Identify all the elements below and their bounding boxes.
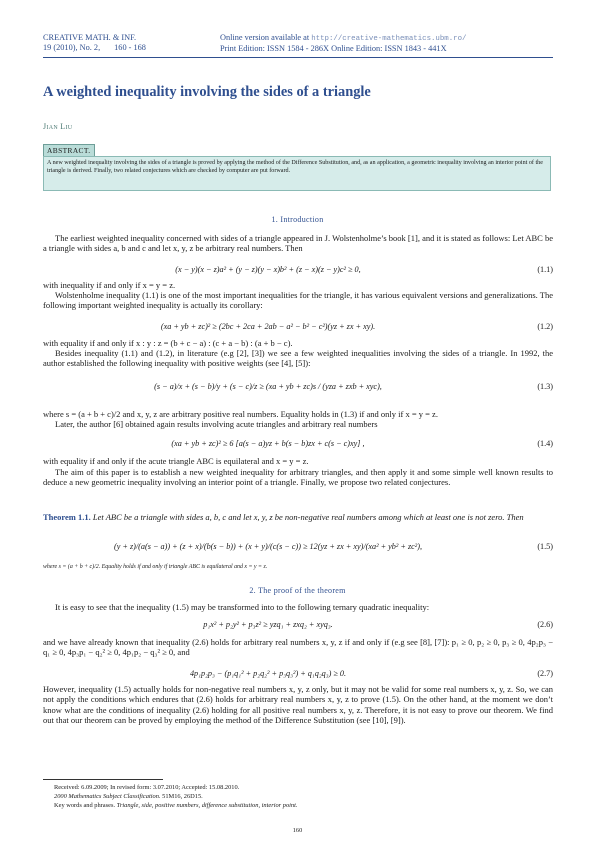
paper-author: Jian Liu [43,122,73,131]
abstract-label: ABSTRACT. [43,144,95,157]
header-rule [43,57,553,58]
paragraph-10: It is easy to see that the inequality (1.5) may be transformed into to the following ternary quadratic inequality: [55,602,430,612]
theorem-note: where s = (a + b + c)/2. Equality holds if and only if triangle ABC is equilateral and x = y = z. [43,564,268,570]
abstract-text: A new weighted inequality involving the sides of a triangle is proved by applying the method of the Difference Substitution, and, as an application, a geometric inequality involving an interior point of the triangle is derived. Finally, two related conjectures which are checked by computer are put forward. [43,156,551,191]
footnote-keywords [54,802,298,811]
paragraph-5: Besides inequality (1.1) and (1.2), in literature (e.g [2], [3]) we see a few weighted inequalities involving the sides of a triangle. In 1992, the author established the following inequality with positive weights (see [4], [5]): [43,348,553,369]
theorem-statement: Let ABC be a triangle with sides a, b, c and let x, y, z be non-negative real numbers among which at least one is not zero. Then [92,512,524,522]
journal-name: CREATIVE MATH. & INF. [43,33,137,42]
equation-number: (1.4) [537,439,553,448]
journal-volume: 19 (2010), No. 2, [43,43,101,52]
journal-pages: 160 - 168 [114,43,146,52]
edition-header [220,33,466,54]
paragraph-7: Later, the author [6] obtained again results involving acute triangles and arbitrary real numbers [55,419,378,429]
equation-number: (2.7) [537,669,553,678]
equation-body: p₁x² + p₂y² + p₃z² ≥ yzq₁ + zxq₂ + xyq₃. [203,620,333,629]
footnote-rule [43,779,163,780]
paragraph-9: The aim of this paper is to establish a new weighted inequality for arbitrary triangles, and then apply it and some simple well known results to deduce a new geometric inequality involving an interior point of a triangle. Finally, we propose two related conjectures. [43,467,553,488]
msc-codes: 51M16, 26D15. [162,793,203,800]
equation-body: 4p₁p₂p₃ − (p₁q₁² + p₂q₂² + p₃q₃²) + q₁q₂q₃) ≥ 0. [189,669,347,678]
paragraph-2: with inequality if and only if x = y = z. [43,280,176,290]
paragraph-12: However, inequality (1.5) actually holds for non-negative real numbers x, y, z only, but it may not be valid for some real numbers x, y, z. So, we can not apply the conditions which endures that (2.6) holds for arbitrary real numbers x, y, z to prove (1.5). On the other hand, at the moment we don’t know what are the conditions of inequality (2.6) holding for all positive real numbers x, y, z. Therefore, it is not easy to prove our theorem. We find out that our theorem can be proved by employing the method of the Difference Substitution (see [10], [9]). [43,684,553,726]
msc-label: 2000 Mathematics Subject Classification. [54,793,161,800]
equation-number: (1.1) [537,265,553,274]
print-edition: Print Edition: ISSN 1584 - 286X Online Edition: ISSN 1843 - 441X [220,44,447,53]
equation-body: (s − a)/x + (s − b)/y + (s − c)/z ≥ (xa + yb + zc)s / (yza + zxb + xyc), [154,382,382,391]
section-heading-proof: 2. The proof of the theorem [249,586,346,595]
paragraph-11: and we have already known that inequality (2.6) holds for arbitrary real numbers x, y, z if and only if (e.g see [8], [7]): p₁ ≥ 0, p₂ ≥ 0, p₃ ≥ 0, 4p₂p₃ − q₁ ≥ 0, 4p₃p₁ − q₂² ≥ 0, 4p₁p₂ − q₃² ≥ 0, and [43,637,553,658]
equation-body: (x − y)(x − z)a² + (y − z)(y − x)b² + (z − x)(z − y)c² ≥ 0, [175,265,361,274]
page-number: 160 [292,827,303,834]
keywords-text: Triangle, side, positive numbers, difference substitution, interior point. [116,802,298,809]
equation-number: (1.2) [537,322,553,331]
footnote-received: Received: 6.09.2009; In revised form: 3.07.2010; Accepted: 15.08.2010. [54,784,240,791]
equation-number: (1.3) [537,382,553,391]
paragraph-1: The earliest weighted inequality concerned with sides of a triangle appeared in J. Wolstenholme’s book [1], and it is stated as follows: Let ABC be a triangle with sides a, b and c and let x, y, z be arbitrary real numbers. Then [43,233,553,254]
online-url-link[interactable]: http://creative-mathematics.ubm.ro/ [311,35,467,43]
equation-body: (y + z)/(a(s − a)) + (z + x)/(b(s − b)) + (x + y)/(c(s − c)) ≥ 12(yz + zx + xy)/(xa² + yb² + zc²), [114,542,422,551]
equation-number: (2.6) [537,620,553,629]
paragraph-6: where s = (a + b + c)/2 and x, y, z are arbitrary positive real numbers. Equality holds in (1.3) if and only if x = y = z. [43,409,438,419]
equation-body: (xa + yb + zc)² ≥ (2bc + 2ca + 2ab − a² − b² − c²)(yz + zx + xy). [160,322,376,331]
section-heading-introduction: 1. Introduction [271,215,324,224]
paragraph-4: with equality if and only if x : y : z = (b + c − a) : (c + a − b) : (a + b − c). [43,338,293,348]
paper-title: A weighted inequality involving the sides of a triangle [43,84,371,100]
paragraph-3: Wolstenholme inequality (1.1) is one of the most important inequalities for the triangle, it has various equivalent versions and generalizations. The following important weighted inequality is actually its corollary: [43,290,553,311]
keywords-label: Key words and phrases. [54,802,116,809]
theorem-1-1 [43,512,553,522]
online-prefix: Online version available at [220,33,310,42]
equation-number: (1.5) [537,542,553,551]
paragraph-8: with equality if and only if the acute triangle ABC is equilateral and x = y = z. [43,456,309,466]
theorem-heading: Theorem 1.1. [43,512,91,522]
footnote-msc [54,793,203,802]
journal-header [43,33,146,53]
equation-body: (xa + yb + zc)² ≥ 6 [a(s − a)yz + b(s − b)zx + c(s − c)xy] , [171,439,365,448]
